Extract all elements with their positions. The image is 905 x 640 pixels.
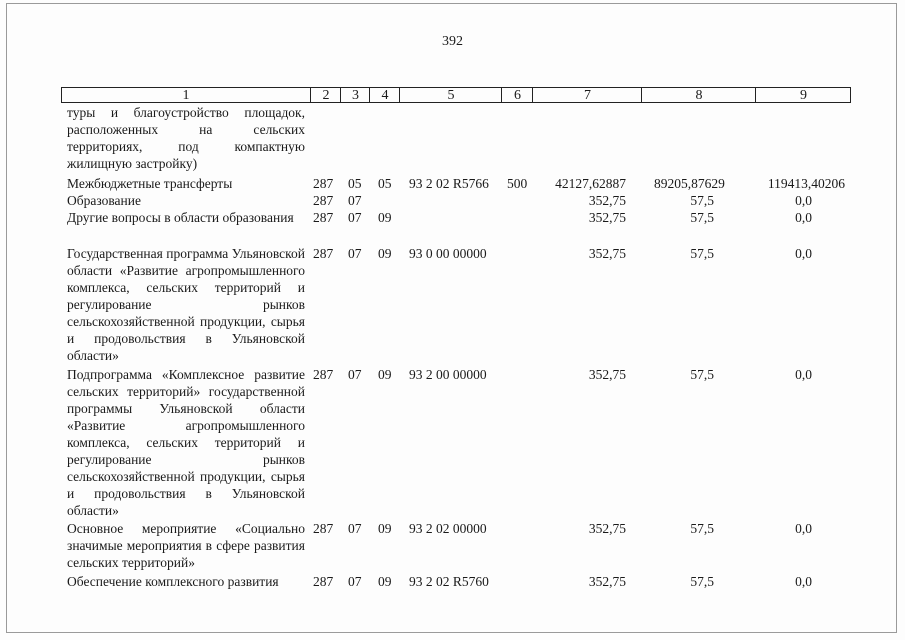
- row-name: Другие вопросы в области образования: [67, 210, 294, 225]
- cell-col-7: 352,75: [588, 367, 626, 382]
- header-col-9: 9: [755, 88, 851, 102]
- cell-col-6: 500: [507, 176, 528, 191]
- cell-col-9: 0,0: [795, 193, 812, 208]
- cell-col-5: 93 2 02 R5766: [409, 176, 489, 191]
- cell-col-9: 119413,40206: [767, 176, 845, 191]
- row-name: Межбюджетные трансферты: [67, 176, 233, 191]
- cell-col-8: 57,5: [690, 521, 714, 536]
- cell-col-5: 93 0 00 00000: [409, 246, 487, 261]
- cell-col-3: 07: [348, 246, 362, 261]
- row-name: Основное мероприятие «Социально значимые мероприятия в сфере развития сельских территорий»: [67, 521, 305, 570]
- cell-col-8: 57,5: [690, 574, 714, 589]
- cell-col-5: 93 2 02 R5760: [409, 574, 489, 589]
- cell-col-5: 93 2 02 00000: [409, 521, 487, 536]
- cell-col-2: 287: [313, 521, 334, 536]
- row-name: Государственная программа Ульяновской области «Развитие агропромышленного комплекса, сельских территорий и регулирование рынков сельскохозяйственной продукции, сырья и продовольствия в Ульяновской области»: [67, 246, 305, 363]
- cell-col-8: 57,5: [690, 210, 714, 225]
- cell-col-7: 352,75: [588, 210, 626, 225]
- cell-col-9: 0,0: [795, 574, 812, 589]
- header-col-7: 7: [532, 88, 642, 102]
- cell-col-4: 09: [378, 246, 392, 261]
- cell-col-2: 287: [313, 574, 334, 589]
- cell-col-8: 57,5: [690, 246, 714, 261]
- cell-col-7: 352,75: [588, 521, 626, 536]
- row-name: туры и благоустройство площадок, расположенных на сельских территориях, под компактную жилищную застройку): [67, 105, 305, 171]
- cell-col-7: 352,75: [588, 574, 626, 589]
- row-name: Подпрограмма «Комплексное развитие сельских территорий» государственной программы Ульяновской области «Развитие агропромышленного комплекса, сельских территорий и регулирование рынков сельскохозяйственной продукции, сырья и продовольствия в Ульяновской области»: [67, 367, 305, 518]
- cell-col-7: 42127,62887: [555, 176, 626, 191]
- cell-col-9: 0,0: [795, 521, 812, 536]
- cell-col-2: 287: [313, 210, 334, 225]
- header-col-8: 8: [641, 88, 756, 102]
- cell-col-9: 0,0: [795, 367, 812, 382]
- cell-col-4: 09: [378, 574, 392, 589]
- cell-col-4: 05: [378, 176, 392, 191]
- header-col-1: 1: [182, 88, 190, 103]
- cell-col-2: 287: [313, 367, 334, 382]
- cell-col-3: 07: [348, 210, 362, 225]
- cell-col-3: 07: [348, 574, 362, 589]
- cell-col-3: 05: [348, 176, 362, 191]
- cell-col-3: 07: [348, 367, 362, 382]
- cell-col-4: 09: [378, 210, 392, 225]
- header-col-4: 4: [369, 88, 400, 102]
- cell-col-9: 0,0: [795, 246, 812, 261]
- cell-col-8: 57,5: [690, 367, 714, 382]
- cell-col-8: 89205,87629: [654, 176, 725, 191]
- cell-col-8: 57,5: [690, 193, 714, 208]
- header-col-3: 3: [340, 88, 370, 102]
- cell-col-4: 09: [378, 521, 392, 536]
- cell-col-2: 287: [313, 193, 334, 208]
- row-name: Обеспечение комплексного развития: [67, 574, 279, 589]
- cell-col-5: 93 2 00 00000: [409, 367, 487, 382]
- cell-col-7: 352,75: [588, 246, 626, 261]
- cell-col-2: 287: [313, 176, 334, 191]
- header-col-6: 6: [501, 88, 533, 102]
- page-number: 392: [442, 34, 463, 49]
- cell-col-4: 09: [378, 367, 392, 382]
- cell-col-3: 07: [348, 521, 362, 536]
- cell-col-9: 0,0: [795, 210, 812, 225]
- table-header: [61, 87, 851, 103]
- cell-col-3: 07: [348, 193, 362, 208]
- cell-col-2: 287: [313, 246, 334, 261]
- row-name: Образование: [67, 193, 141, 208]
- cell-col-7: 352,75: [588, 193, 626, 208]
- header-col-5: 5: [399, 88, 502, 102]
- header-col-2: 2: [310, 88, 341, 102]
